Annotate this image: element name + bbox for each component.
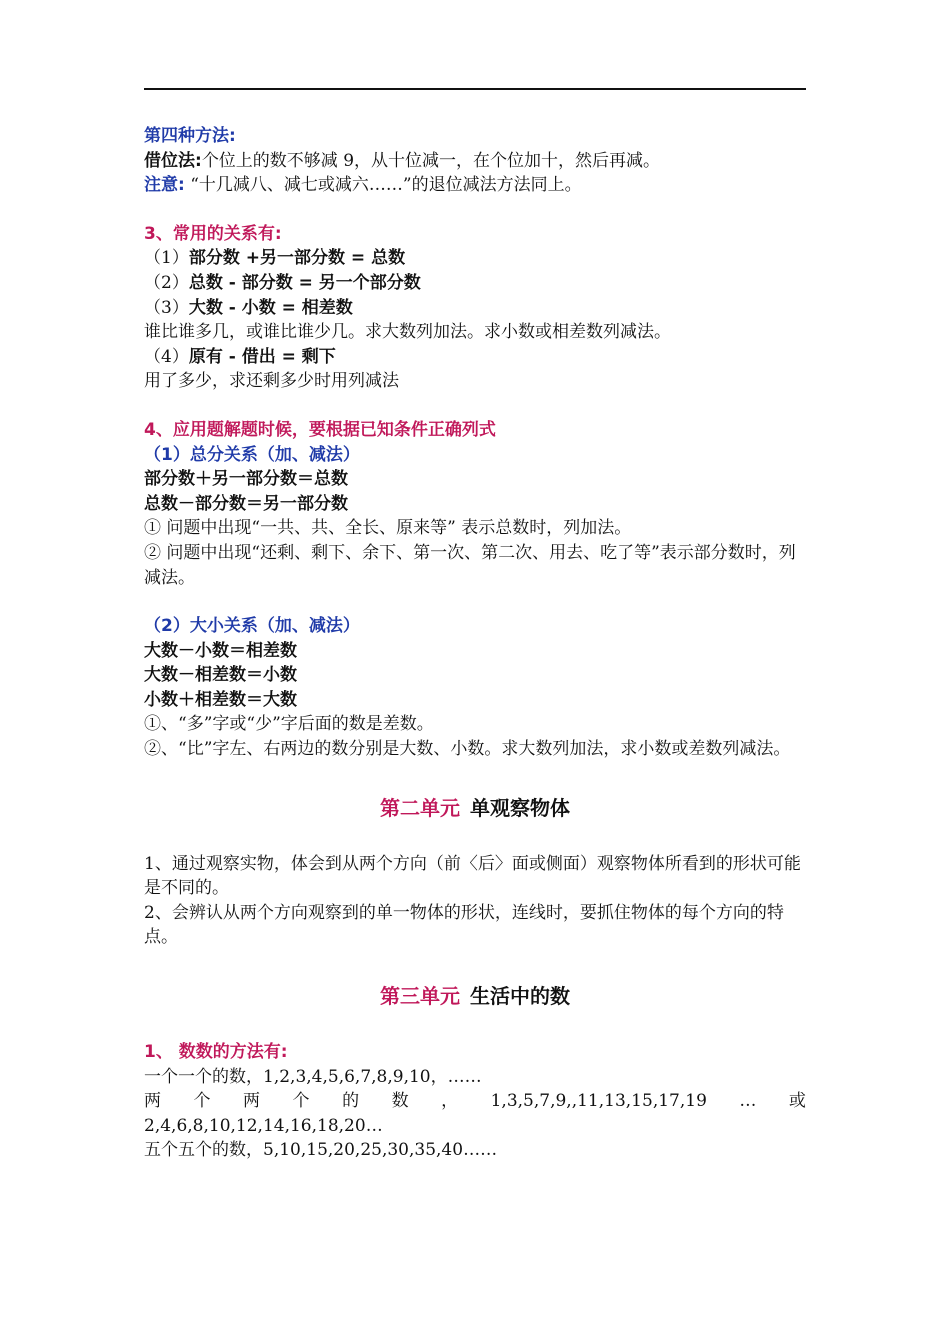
- relation-1-num: （1）: [144, 248, 189, 269]
- count-by-two-continued: 2,4,6,8,10,12,14,16,18,20…: [144, 1115, 383, 1136]
- count-by-two-word: 1,3,5,7,9,,11,13,15,17,19: [490, 1091, 707, 1112]
- formula-5: 小数＋相差数＝大数: [144, 689, 297, 710]
- relation-3: [144, 296, 806, 321]
- note-2: ② 问题中出现“还剩、剩下、余下、第一次、第二次、用去、吃了等”表示部分数时，列减法。: [144, 542, 796, 588]
- document-body: [144, 124, 806, 1163]
- unit2-paragraph-2: 2、会辨认从两个方向观察到的单一物体的形状，连线时，要抓住物体的每个方向的特点。: [144, 902, 784, 948]
- relation-1-text: 部分数 +另一部分数 = 总数: [188, 248, 406, 269]
- relation-4-text: 原有 - 借出 = 剩下: [188, 346, 336, 367]
- borrow-method-line: [144, 149, 806, 174]
- count-by-two-word: 或: [788, 1091, 806, 1112]
- application-heading: 4、应用题解题时候，要根据已知条件正确列式: [144, 419, 496, 440]
- formula-1: 部分数＋另一部分数＝总数: [144, 469, 348, 490]
- borrow-label: 借位法:: [144, 150, 202, 171]
- count-by-two-word: 的: [342, 1091, 360, 1112]
- count-by-two-word: 个: [193, 1091, 211, 1112]
- sub-heading-size: （2）大小关系（加、减法）: [144, 616, 360, 637]
- count-by-two-word: 两: [243, 1091, 261, 1112]
- note-1: ① 问题中出现“一共、共、全长、原来等” 表示总数时，列加法。: [144, 518, 632, 539]
- method4-heading: 第四种方法:: [144, 126, 236, 146]
- unit2-paragraph-1: 1、通过观察实物，体会到从两个方向（前〈后〉面或侧面）观察物体所看到的形状可能是不同的。: [144, 853, 801, 899]
- relation-3-note: 谁比谁多几，或谁比谁少几。求大数列加法。求小数或相差数列减法。: [144, 322, 671, 343]
- count-by-two: [144, 1089, 806, 1114]
- relation-2-num: （2）: [144, 272, 189, 293]
- formula-2: 总数－部分数＝另一部分数: [144, 493, 348, 514]
- count-by-two-word: ，: [441, 1091, 459, 1112]
- count-by-two-word: 数: [391, 1091, 409, 1112]
- count-by-two-word: 两: [144, 1091, 161, 1112]
- relation-4: [144, 345, 806, 370]
- relation-2-text: 总数 - 部分数 = 另一个部分数: [188, 272, 421, 293]
- note-text: “十几减八、减七或减六……”的退位减法方法同上。: [190, 175, 582, 196]
- relation-1: [144, 246, 806, 271]
- count-by-one: 一个一个的数，1,2,3,4,5,6,7,8,9,10，……: [144, 1066, 482, 1087]
- borrow-text: 个位上的数不够减 9，从十位减一，在个位加十，然后再减。: [201, 150, 661, 171]
- count-by-two-word: …: [739, 1091, 757, 1112]
- unit3-label: 第三单元: [380, 984, 460, 1009]
- relation-4-num: （4）: [144, 346, 189, 367]
- relation-3-num: （3）: [144, 297, 189, 318]
- relation-2: [144, 271, 806, 296]
- unit3-heading: 1、 数数的方法有:: [144, 1042, 288, 1063]
- unit2-name: 单观察物体: [470, 795, 570, 820]
- formula-3: 大数－小数＝相差数: [144, 640, 297, 661]
- unit2-title: [144, 788, 806, 828]
- note-3: ①、“多”字或“少”字后面的数是差数。: [144, 714, 434, 735]
- header-rule: [144, 88, 806, 90]
- relations-heading: 3、常用的关系有:: [144, 223, 282, 244]
- count-by-two-word: 个: [292, 1091, 310, 1112]
- note-label: 注意:: [144, 175, 185, 196]
- relation-3-text: 大数 - 小数 = 相差数: [188, 297, 353, 318]
- unit2-label: 第二单元: [380, 795, 460, 820]
- formula-4: 大数－相差数＝小数: [144, 665, 297, 686]
- unit3-title: [144, 976, 806, 1016]
- note-4: ②、“比”字左、右两边的数分别是大数、小数。求大数列加法，求小数或差数列减法。: [144, 739, 791, 760]
- sub-heading-total-part: （1）总分关系（加、减法）: [144, 444, 360, 465]
- count-by-five: 五个五个的数，5,10,15,20,25,30,35,40……: [144, 1140, 498, 1161]
- relation-4-note: 用了多少，求还剩多少时用列减法: [144, 371, 399, 392]
- note-line: [144, 173, 806, 198]
- unit3-name: 生活中的数: [470, 984, 570, 1009]
